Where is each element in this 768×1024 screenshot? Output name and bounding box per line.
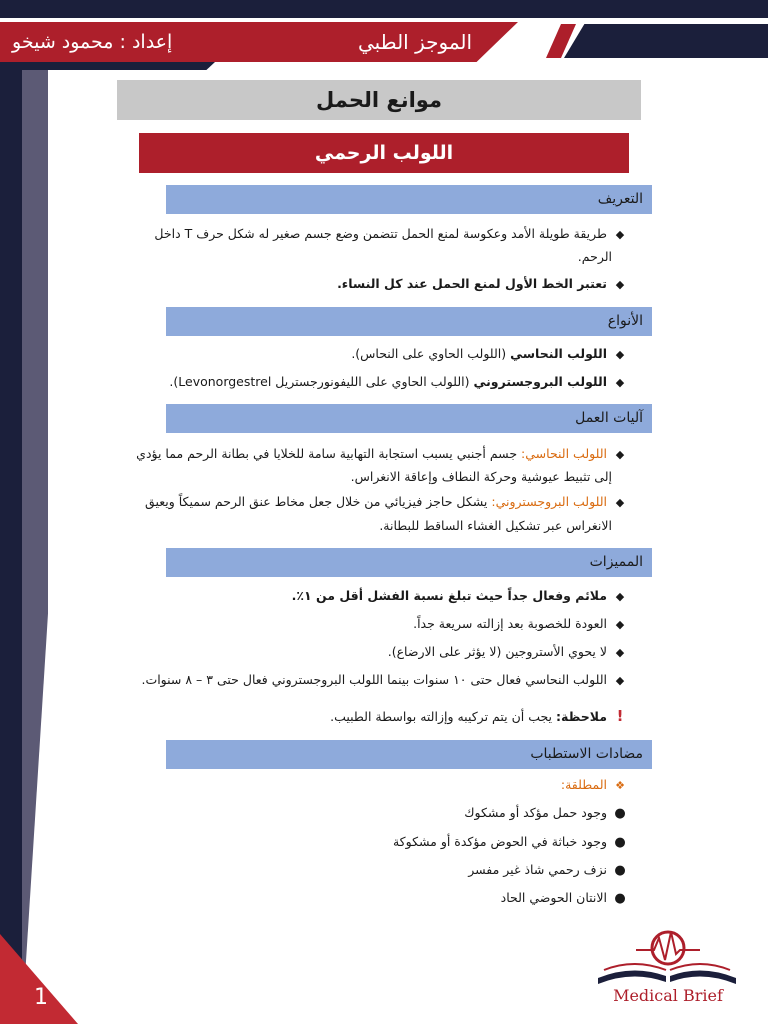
contraindications-item: ●نزف رحمي شاذ غير مفسر	[468, 858, 628, 883]
section-types-heading: الأنواع	[166, 307, 652, 336]
advantages-item: ◆اللولب النحاسي فعال حتى ١٠ سنوات بينما اللولب البروجستروني فعال حتى ٣ – ٨ سنوات.	[141, 668, 628, 693]
mechanism-item-continuation: إلى تثبيط عيوشية وحركة النطاف وإعاقة الانغراس.	[350, 469, 612, 484]
advantages-note: !ملاحظة: يجب أن يتم تركيبه وإزالته بواسطة الطبيب.	[330, 704, 628, 729]
logo-text: Medical Brief	[613, 986, 723, 1005]
round-bullet-icon: ●	[614, 835, 626, 850]
mechanism-item-continuation: الانغراس عبر تشكيل الغشاء الساقط للبطانة.	[379, 518, 612, 533]
definition-item-continuation: الرحم.	[577, 249, 612, 264]
diamond-bullet-icon: ◆	[615, 448, 625, 461]
page-number: 1	[34, 985, 48, 1010]
advantages-item: ◆لا يحوي الأستروجين (لا يؤثر على الارضاع).	[388, 640, 628, 665]
diamond-bullet-icon: ◆	[615, 674, 625, 687]
types-item: ◆اللولب النحاسي (اللولب الحاوي على النحاس).	[351, 342, 628, 367]
contraindications-subheading: ❖المطلقة:	[561, 773, 628, 798]
diamond-bullet-icon: ◆	[615, 376, 625, 389]
sidebar-navy	[0, 70, 22, 1024]
header-navy-band	[564, 24, 768, 58]
diamond-bullet-icon: ◆	[615, 228, 625, 241]
round-bullet-icon: ●	[614, 863, 626, 878]
mechanism-item: ◆اللولب البروجستروني: يشكل حاجز فيزيائي من خلال جعل مخاط عنق الرحم سميكاً ويعيق	[145, 490, 628, 515]
contraindications-item: ●وجود خباثة في الحوض مؤكدة أو مشكوكة	[393, 830, 628, 855]
definition-item: ◆طريقة طويلة الأمد وعكوسة لمنع الحمل تتضمن وضع جسم صغير له شكل حرف T داخل	[154, 222, 628, 247]
flower-bullet-icon: ❖	[615, 779, 625, 792]
sidebar-slate	[22, 70, 48, 1024]
diamond-bullet-icon: ◆	[615, 348, 625, 361]
section-definition-heading: التعريف	[166, 185, 652, 214]
section-contraindications-heading: مضادات الاستطباب	[166, 740, 652, 769]
definition-item: ◆تعتبر الخط الأول لمنع الحمل عند كل النساء.	[337, 272, 628, 297]
header-top-bar	[0, 0, 768, 18]
round-bullet-icon: ●	[614, 806, 626, 821]
diamond-bullet-icon: ◆	[615, 618, 625, 631]
round-bullet-icon: ●	[614, 891, 626, 906]
section-advantages-heading: المميزات	[166, 548, 652, 577]
advantages-item: ◆العودة للخصوبة بعد إزالته سريعة جداً.	[413, 612, 628, 637]
diamond-bullet-icon: ◆	[615, 590, 625, 603]
author-credit: إعداد : محمود شيخو	[12, 31, 173, 53]
header-navy-strip	[0, 62, 215, 70]
contraindications-item: ●الانتان الحوضي الحاد	[501, 886, 628, 911]
exclamation-icon: !	[616, 707, 624, 725]
series-title: الموجز الطبي	[357, 30, 473, 54]
mechanism-item: ◆اللولب النحاسي: جسم أجنبي يسبب استجابة التهابية سامة للخلايا في بطانة الرحم مما يؤدي	[136, 442, 628, 467]
section-mechanism-heading: آليات العمل	[166, 404, 652, 433]
diamond-bullet-icon: ◆	[615, 646, 625, 659]
page-title: موانع الحمل	[117, 80, 641, 120]
page-subtitle: اللولب الرحمي	[139, 133, 629, 173]
advantages-item: ◆ملائم وفعال جداً حيث تبلغ نسبة الفشل أقل من ١٪.	[292, 584, 628, 609]
diamond-bullet-icon: ◆	[615, 278, 625, 291]
diamond-bullet-icon: ◆	[615, 496, 625, 509]
contraindications-item: ●وجود حمل مؤكد أو مشكوك	[464, 801, 628, 826]
types-item: ◆اللولب البروجستروني (اللولب الحاوي على الليفونورجستريل Levonorgestrel).	[169, 370, 628, 395]
